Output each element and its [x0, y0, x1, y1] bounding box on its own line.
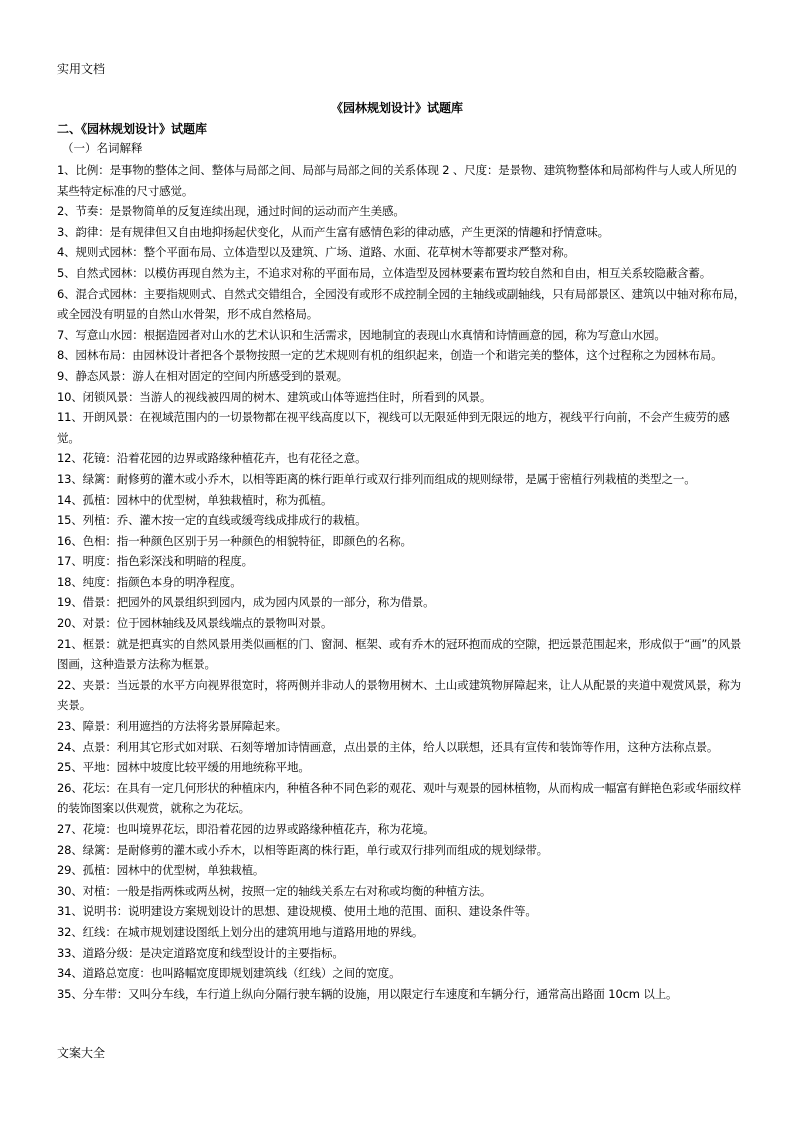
definition-entry: 30、对植：一般是指两株或两丛树，按照一定的轴线关系左右对称或均衡的种植方法。: [57, 883, 492, 898]
definition-entry: 5、自然式园林：以模仿再现自然为主，不追求对称的平面布局，立体造型及园林要素布置均较自然和自由，相互关系较隐蔽含蓄。: [57, 265, 712, 280]
definition-entry: 9、静态风景：游人在相对固定的空间内所感受到的景观。: [57, 368, 348, 383]
page-header: 实用文档: [57, 62, 106, 76]
document-title: 《园林规划设计》试题库: [330, 101, 463, 115]
definition-entry: 23、障景：利用遮挡的方法将劣景屏障起来。: [57, 719, 287, 734]
definition-entry: 18、纯度：指颜色本身的明净程度。: [57, 574, 242, 589]
definition-entry: 7、写意山水园：根据造园者对山水的艺术认识和生活需求，因地制宜的表现山水真情和诗情画意的园，称为写意山水园。: [57, 327, 666, 342]
definition-entry: 3、韵律：是有规律但又自由地抑扬起伏变化，从而产生富有感情色彩的律动感，产生更深的情趣和抒情意味。: [57, 224, 609, 239]
definition-entry: 27、花境：也叫境界花坛，即沿着花园的边界或路缘种植花卉，称为花境。: [57, 822, 435, 836]
definition-entry: 1、比例：是事物的整体之间、整体与局部之间、局部与局部之间的关系体现 2 、尺度：是景物、建筑物整体和局部构件与人或人所见的某些特定标准的尺寸感觉。: [57, 163, 737, 198]
definition-entry: 20、对景：位于园林轴线及风景线端点的景物叫对景。: [57, 616, 333, 631]
definition-entry: 16、色相：指一种颜色区别于另一种颜色的相貌特征，即颜色的名称。: [57, 533, 412, 548]
definition-entry: 13、绿篱：耐修剪的灌木或小乔木，以相等距离的株行距单行或双行排列而组成的规则绿带，是属于密植行列栽植的类型之一。: [57, 471, 696, 486]
definition-list: [57, 160, 747, 1004]
definition-entry: 32、红线：在城市规划建设图纸上划分出的建筑用地与道路用地的界线。: [57, 924, 424, 939]
definition-entry: 10、闭锁风景：当游人的视线被四周的树木、建筑或山体等遮挡住时，所看到的风景。: [57, 389, 492, 404]
definition-entry: 29、孤植：园林中的优型树，单独栽植。: [57, 863, 265, 878]
definition-entry: 28、绿篱：是耐修剪的灌木或小乔木，以相等距离的株行距，单行或双行排列而组成的规划绿带。: [57, 842, 549, 857]
definition-entry: 2、节奏：是景物简单的反复连续出现，通过时间的运动而产生美感。: [57, 204, 405, 219]
definition-entry: 34、道路总宽度：也叫路幅宽度即规划建筑线（红线）之间的宽度。: [57, 966, 401, 981]
definition-entry: 4、规则式园林：整个平面布局、立体造型以及建筑、广场、道路、水面、花草树木等都要求严整对称。: [57, 245, 575, 260]
page-footer: 文案大全: [57, 1046, 106, 1060]
definition-entry: 8、园林布局：由园林设计者把各个景物按照一定的艺术规则有机的组织起来，创造一个和谐完美的整体，这个过程称之为园林布局。: [57, 348, 723, 363]
definition-entry: 21、框景：就是把真实的自然风景用类似画框的门、窗洞、框架、或有乔木的冠环抱而成的空隙，把远景范围起来，形成似于“画”的风景图画，这种造景方法称为框景。: [57, 636, 742, 672]
definition-entry: 11、开朗风景：在视域范围内的一切景物都在视平线高度以下，视线可以无限延伸到无限远的地方，视线平行向前，不会产生疲劳的感觉。: [57, 410, 730, 445]
definition-entry: 22、夹景：当远景的水平方向视界很宽时，将两侧并非动人的景物用树木、土山或建筑物屏障起来，让人从配景的夹道中观赏风景，称为夹景。: [57, 677, 741, 713]
definition-entry: 26、花坛：在具有一定几何形状的种植床内，种植各种不同色彩的观花、观叶与观景的园林植物，从而构成一幅富有鲜艳色彩或华丽纹样的装饰图案以供观赏，就称之为花坛。: [57, 780, 741, 816]
section-heading: 二、《园林规划设计》试题库: [57, 122, 208, 136]
definition-entry: 35、分车带：又叫分车线，车行道上纵向分隔行驶车辆的设施，用以限定行车速度和车辆分行，通常高出路面 10cm 以上。: [57, 986, 678, 1001]
definition-entry: 19、借景：把园外的风景组织到园内，成为园内风景的一部分，称为借景。: [57, 595, 435, 610]
definition-entry: 6、混合式园林：主要指规则式、自然式交错组合，全园没有或形不成控制全园的主轴线或副轴线，只有局部景区、建筑以中轴对称布局，或全园没有明显的自然山水骨架，形不成自然格局。: [57, 286, 746, 322]
definition-entry: 25、平地：园林中坡度比较平缓的用地统称平地。: [57, 760, 310, 775]
definition-entry: 31、说明书：说明建设方案规划设计的思想、建设规模、使用土地的范围、面积、建设条件等。: [57, 904, 537, 919]
definition-entry: 12、花镜：沿着花园的边界或路缘种植花卉，也有花径之意。: [57, 451, 367, 466]
subsection-heading: （一）名词解释: [62, 141, 143, 155]
definition-entry: 24、点景：利用其它形式如对联、石刻等增加诗情画意，点出景的主体，给人以联想，还具有宣传和装饰等作用，这种方法称点景。: [57, 739, 719, 754]
definition-entry: 15、列植：乔、灌木按一定的直线或缓弯线成排成行的栽植。: [57, 513, 367, 528]
definition-entry: 33、道路分级：是决定道路宽度和线型设计的主要指标。: [57, 945, 344, 960]
definition-entry: 17、明度：指色彩深浅和明暗的程度。: [57, 554, 253, 569]
definition-entry: 14、孤植：园林中的优型树，单独栽植时，称为孤植。: [57, 492, 333, 507]
